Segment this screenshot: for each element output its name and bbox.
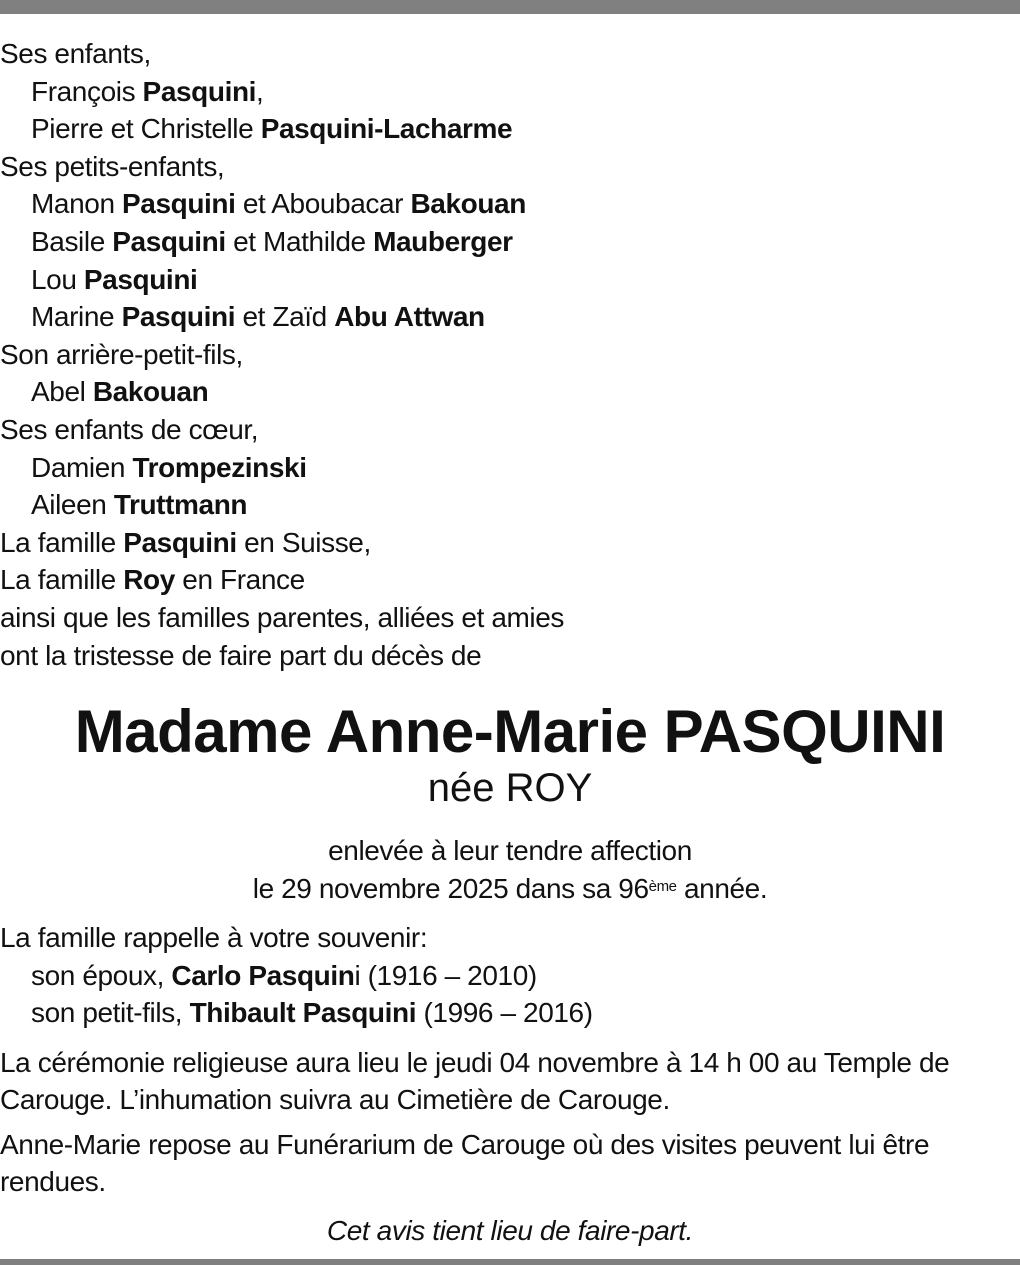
text-run: et Mathilde: [225, 225, 374, 257]
text-run: La famille rappelle à votre souvenir:: [0, 922, 428, 954]
family-list: [0, 35, 1020, 674]
surname: Truttmann: [113, 489, 248, 521]
obituary-notice: [0, 35, 1020, 1249]
remembrance-list: [0, 919, 1020, 1032]
remembrance-line: [0, 994, 1020, 1032]
surname: Carlo Pasquin: [171, 959, 355, 991]
text-run: Ses enfants de cœur,: [0, 413, 259, 445]
text-run: son époux,: [31, 959, 172, 991]
text-run: Damien: [31, 451, 133, 483]
surname: Pasquini: [121, 301, 236, 333]
text-run: son petit-fils,: [31, 997, 190, 1029]
family-line: [0, 449, 1020, 487]
text-run: ,: [256, 75, 264, 107]
maiden-name: née ROY: [427, 766, 593, 811]
surname: Pasquini: [142, 75, 257, 107]
text-run: Aileen: [31, 489, 114, 521]
text-run: François: [31, 75, 143, 107]
surname: Pasquini: [112, 225, 226, 257]
surname: Pasquini: [122, 188, 236, 220]
family-line: [0, 110, 1020, 148]
text-run: La famille: [0, 526, 124, 558]
text-run: Ses enfants,: [0, 38, 151, 69]
text-run: La famille: [0, 564, 124, 596]
death-line-1: enlevée à leur tendre affection: [328, 835, 692, 867]
family-line: [0, 599, 1020, 637]
family-line: [0, 223, 1020, 261]
surname: Roy: [123, 564, 175, 596]
text-run: Lou: [31, 263, 84, 295]
text-run: en Suisse,: [236, 526, 371, 558]
text-run: ainsi que les familles parentes, alliées et amies: [0, 601, 565, 633]
top-rule: [0, 0, 1020, 14]
surname: Bakouan: [410, 188, 526, 220]
visits-paragraph: Anne-Marie repose au Funérarium de Carouge où des visites peuvent lui être rendues.: [0, 1129, 930, 1198]
death-year-word: année.: [676, 872, 768, 904]
family-line: [0, 298, 1020, 336]
family-line: [0, 35, 1020, 73]
ordinal-suffix: ème: [648, 877, 677, 895]
text-run: Ses petits-enfants,: [0, 150, 225, 182]
text-run: ont la tristesse de faire part du décès de: [0, 639, 482, 671]
text-run: Basile: [31, 225, 113, 257]
text-run: et Zaïd: [235, 301, 335, 333]
bottom-rule: [0, 1259, 1020, 1265]
family-line: [0, 411, 1020, 449]
surname: Pasquini-Lacharme: [260, 113, 513, 145]
surname: Mauberger: [373, 225, 513, 257]
text-run: et Aboubacar: [235, 188, 411, 220]
closing-note: Cet avis tient lieu de faire-part.: [326, 1215, 694, 1247]
text-run: Manon: [31, 188, 122, 220]
surname: Trompezinski: [132, 451, 307, 483]
text-run: en France: [174, 564, 305, 596]
text-run: Son arrière-petit-fils,: [0, 338, 243, 370]
family-line: [0, 73, 1020, 111]
remembrance-line: [0, 919, 1020, 957]
text-run: Marine: [31, 301, 122, 333]
ceremony-paragraph: La cérémonie religieuse aura lieu le jeudi 04 novembre à 14 h 00 au Temple de Carouge. L’inhumation suivra au Cimetière de Carouge.: [0, 1047, 950, 1116]
family-line: [0, 486, 1020, 524]
text-run: (1996 – 2016): [416, 997, 593, 1029]
death-date-text: le 29 novembre 2025 dans sa 96: [252, 872, 649, 904]
family-line: [0, 373, 1020, 411]
family-line: [0, 185, 1020, 223]
death-line-2: [0, 870, 1020, 908]
remembrance-line: [0, 957, 1020, 995]
text-run: Pierre et Christelle: [31, 113, 261, 145]
text-run: Abel: [31, 376, 93, 408]
surname: Pasquini: [83, 263, 198, 295]
surname: Pasquini: [123, 526, 237, 558]
family-line: [0, 261, 1020, 299]
family-line: [0, 637, 1020, 675]
family-line: [0, 561, 1020, 599]
family-line: [0, 148, 1020, 186]
family-line: [0, 524, 1020, 562]
family-line: [0, 336, 1020, 374]
surname: Abu Attwan: [334, 301, 485, 333]
deceased-name: Madame Anne-Marie PASQUINI: [74, 698, 946, 766]
surname: Bakouan: [92, 376, 209, 408]
surname: Thibault Pasquini: [189, 997, 417, 1029]
text-run: i (1916 – 2010): [354, 959, 537, 991]
